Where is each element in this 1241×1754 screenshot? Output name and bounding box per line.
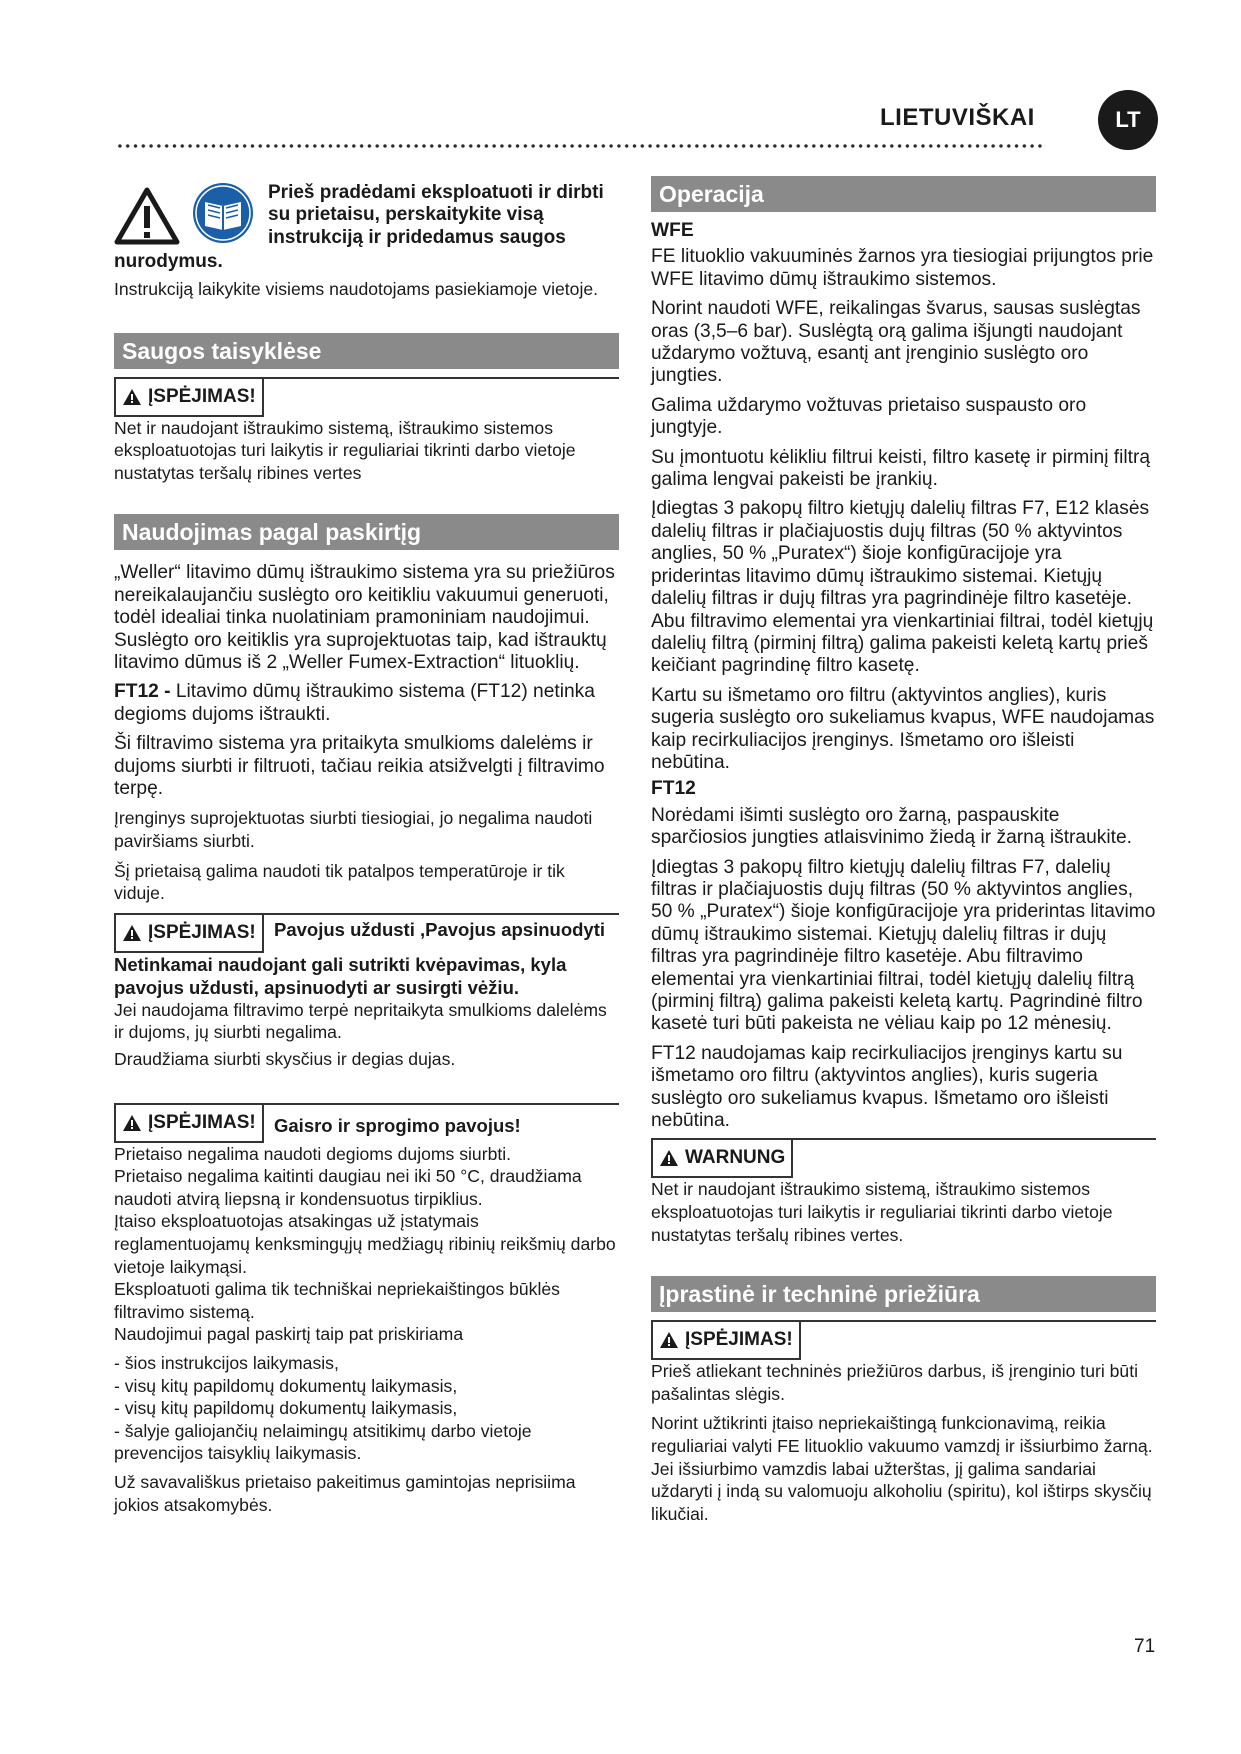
right-column <box>651 176 1156 1525</box>
warning3-t5: Naudojimui pagal paskirtį taip pat priskiriama <box>114 1324 464 1345</box>
section-title-operation: Operacija <box>651 176 1156 212</box>
warning3-t3: Įtaiso eksploatuotojas atsakingas už įstatymais reglamentuojamų kenksmingųjų medžiagų ribinių reikšmių darbo vietoje laikymąsi. <box>114 1211 616 1277</box>
subheading-ft12: FT12 <box>651 778 696 800</box>
maintenance-p2: Norint užtikrinti įtaiso nepriekaištingą funkcionavimą, reikia reguliariai valyti FE lituoklio vakuumo vamzdį ir išsiurbimo žarną. Jei išsiurbimo vamzdis labai užterštas, jį galima sandariai uždaryti į indą su valomuoju alkoholiu (spiritu), kol ištirps skysčių likučiai. <box>651 1413 1153 1524</box>
warning2-t1: Jei naudojama filtravimo terpė nepritaikyta smulkioms dalelėms ir dujoms, jų siurbti negalima. <box>114 999 607 1043</box>
warning2-bold: Netinkamai naudojant gali sutrikti kvėpavimas, kyla pavojus uždusti, apsinuodyti ar susirgti vėžiu. <box>114 953 567 998</box>
operation-p8: Įdiegtas 3 pakopų filtro kietųjų dalelių filtras F7, dalelių filtras ir plačiajuostis dujų filtras (50 % aktyvintos anglies, 50 % „Puratex“) šioje konfigūracijoje yra priderintas litavimo dūmų ištraukimo sistemai. Kietųjų dalelių filtras ir dujų filtras yra pagrindinėje filtro kasetėje. Abu filtravimo elementai yra vienkartiniai filtrai, todėl kietųjų dalelių filtrą (pirminį filtrą) galima pakeisti keletą kartų. Pagrindinė filtro kasetė turi būti pakeista ne vėliau kaip po 12 mėnesių. <box>651 856 1156 1035</box>
warning-box-operation <box>651 1138 1156 1178</box>
warning-triangle-icon <box>122 924 142 942</box>
operation-p5: Įdiegtas 3 pakopų filtro kietųjų dalelių filtras F7, E12 klasės dalelių filtras ir plačiajuostis dujų filtras (50 % aktyvintos anglies, 50 % „Puratex“) šioje konfigūracijoje yra priderintas litavimo dūmų ištraukimo sistemai. Kietųjų dalelių filtras ir dujų filtras yra pagrindinėje filtro kasetėje. Abu filtravimo elementai yra vienkartiniai filtrai, todėl kietųjų dalelių filtrą (pirminį filtrą) galima pakeisti keletą kartų prieš keičiant pagrindinę filtro kasetę. <box>651 498 1154 677</box>
warning3-t4: Eksploatuoti galima tik techniškai nepriekaištingos būklės filtravimo sistemą. <box>114 1279 560 1322</box>
warning-label: ĮSPĖJIMAS! <box>114 915 264 953</box>
warning3-t2: Prietaiso negalima kaitinti daugiau nei iki 50 °C, draudžiama naudoti atvirą liepsną ir kondensuotus tirpiklius. <box>114 1166 582 1209</box>
warning-triangle-icon <box>659 1331 679 1349</box>
subheading-wfe: WFE <box>651 220 694 241</box>
warning-box-suffocation <box>114 913 619 953</box>
list-item: - visų kitų papildomų dokumentų laikymasis, <box>114 1398 458 1419</box>
operation-p7: Norėdami išimti suslėgto oro žarną, paspauskite sparčiosios jungties atlaisvinimo žiedą ir žarną ištraukite. <box>651 804 1132 849</box>
warning-label: ĮSPĖJIMAS! <box>114 1105 264 1143</box>
warning-label: ĮSPĖJIMAS! <box>114 379 264 417</box>
page-number: 71 <box>1134 1636 1156 1657</box>
safety-text: Net ir naudojant ištraukimo sistemą, ištraukimo sistemos eksploatuotojas turi laikytis ir reguliariai tikrinti darbo vietoje nustatytas teršalų ribines vertes <box>114 417 576 483</box>
warning3-t6: Už savavališkus prietaiso pakeitimus gamintojas neprisiima jokios atsakomybės. <box>114 1471 576 1515</box>
intended-use-p5: Šį prietaisą galima naudoti tik patalpos temperatūroje ir tik viduje. <box>114 860 565 904</box>
maintenance-p1: Prieš atliekant techninės priežiūros darbus, iš įrenginio turi būti pašalintas slėgis. <box>651 1361 1139 1404</box>
warning-title: Pavojus uždusti ,Pavojus apsinuodyti <box>274 918 606 940</box>
warning-triangle-icon <box>122 388 142 406</box>
operation-p4: Su įmontuotu kėlikliu filtrui keisti, filtro kasetę ir pirminį filtrą galima lengvai pakeisti be įrankių. <box>651 446 1151 491</box>
left-column <box>114 178 619 1516</box>
read-manual-icon <box>192 182 254 244</box>
warning-title: Gaisro ir sprogimo pavojus! <box>274 1114 521 1136</box>
section-title-intended-use: Naudojimas pagal paskirtįg <box>114 514 619 550</box>
list-item: - visų kitų papildomų dokumentų laikymasis, <box>114 1375 458 1396</box>
language-badge: LT <box>1098 90 1158 150</box>
list-item: - šalyje galiojančių nelaimingų atsitikimų darbo vietoje prevencijos taisyklių laikymasis. <box>114 1420 532 1464</box>
operation-p2: Norint naudoti WFE, reikalingas švarus, sausas suslėgtas oras (3,5–6 bar). Suslėgtą orą galima išjungti naudojant uždarymo vožtuvą, esantį ant įrenginio suslėgto oro jungties. <box>651 298 1141 387</box>
warning-box-safety <box>114 377 619 417</box>
section-title-safety: Saugos taisyklėse <box>114 333 619 369</box>
section-title-maintenance: Įprastinė ir techninė priežiūra <box>651 1276 1156 1312</box>
intended-use-p1: „Weller“ litavimo dūmų ištraukimo sistema yra su priežiūros nereikalaujančiu suslėgto oro keitikliu vakuumui generuoti, todėl idealiai tinka nuolatiniam pramoniniam naudojimui. Suslėgto oro keitiklis yra suprojektuotas taip, kad ištrauktų litavimo dūmus iš 2 „Weller Fumex-Extraction“ lituoklių. <box>114 562 615 673</box>
list-item: - šios instrukcijos laikymasis, <box>114 1352 339 1373</box>
intro-block <box>114 178 619 278</box>
intended-use-p3: Ši filtravimo sistema yra pritaikyta smulkioms dalelėms ir dujoms siurbti ir filtruoti, tačiau reikia atsižvelgti į filtravimo terpę. <box>114 733 605 800</box>
dotted-divider <box>116 143 1046 149</box>
operation-p3: Galima uždarymo vožtuvas prietaiso suspausto oro jungtyje. <box>651 394 1087 439</box>
warning2-t2: Draudžiama siurbti skysčius ir degias dujas. <box>114 1049 456 1069</box>
intended-use-p4: Įrenginys suprojektuotas siurbti tiesiogiai, jo negalima naudoti paviršiams siurbti. <box>114 808 593 852</box>
operation-warning-text: Net ir naudojant ištraukimo sistemą, ištraukimo sistemos eksploatuotojas turi laikytis ir reguliariai tikrinti darbo vietoje nustatytas teršalų ribines vertes. <box>651 1179 1113 1245</box>
warning3-t1: Prietaiso negalima naudoti degioms dujoms siurbti. <box>114 1143 512 1164</box>
intended-use-p2: FT12 - Litavimo dūmų ištraukimo sistema (FT12) netinka degioms dujoms ištraukti. <box>114 681 595 725</box>
intro-text: Instrukciją laikykite visiems naudotojams pasiekiamoje vietoje. <box>114 279 599 299</box>
intro-bold-tail: nurodymus. <box>114 251 223 272</box>
warning-triangle-icon <box>122 1114 142 1132</box>
intro-bold-text: Prieš pradėdami eksploatuoti ir dirbti su prietaisu, perskaitykite visą instrukciją ir pridedamus saugos <box>268 182 604 248</box>
warning-triangle-icon <box>659 1149 679 1167</box>
requirements-list <box>114 1352 619 1465</box>
warning-box-maintenance <box>651 1320 1156 1360</box>
warning-label: ĮSPĖJIMAS! <box>651 1322 801 1360</box>
warning-box-fire <box>114 1103 619 1143</box>
operation-p6: Kartu su išmetamo oro filtru (aktyvintos anglies), kuris sugeria suslėgto oro sukeliamus kvapus, WFE naudojamas kaip recirkuliacijos įrenginys. Išmetamo oro išleisti nebūtina. <box>651 684 1155 773</box>
language-heading: LIETUVIŠKAI <box>880 104 1035 131</box>
operation-p1: FE lituoklio vakuuminės žarnos yra tiesiogiai prijungtos prie WFE litavimo dūmų ištraukimo sistemos. <box>651 246 1154 290</box>
warning-triangle-icon <box>114 186 180 246</box>
warning-label: WARNUNG <box>651 1140 793 1178</box>
operation-p9: FT12 naudojamas kaip recirkuliacijos įrenginys kartu su išmetamo oro filtru (aktyvintos anglies), kuris sugeria suslėgto oro sukeliamus kvapus. Išmetamo oro išleisti nebūtina. <box>651 1042 1123 1132</box>
